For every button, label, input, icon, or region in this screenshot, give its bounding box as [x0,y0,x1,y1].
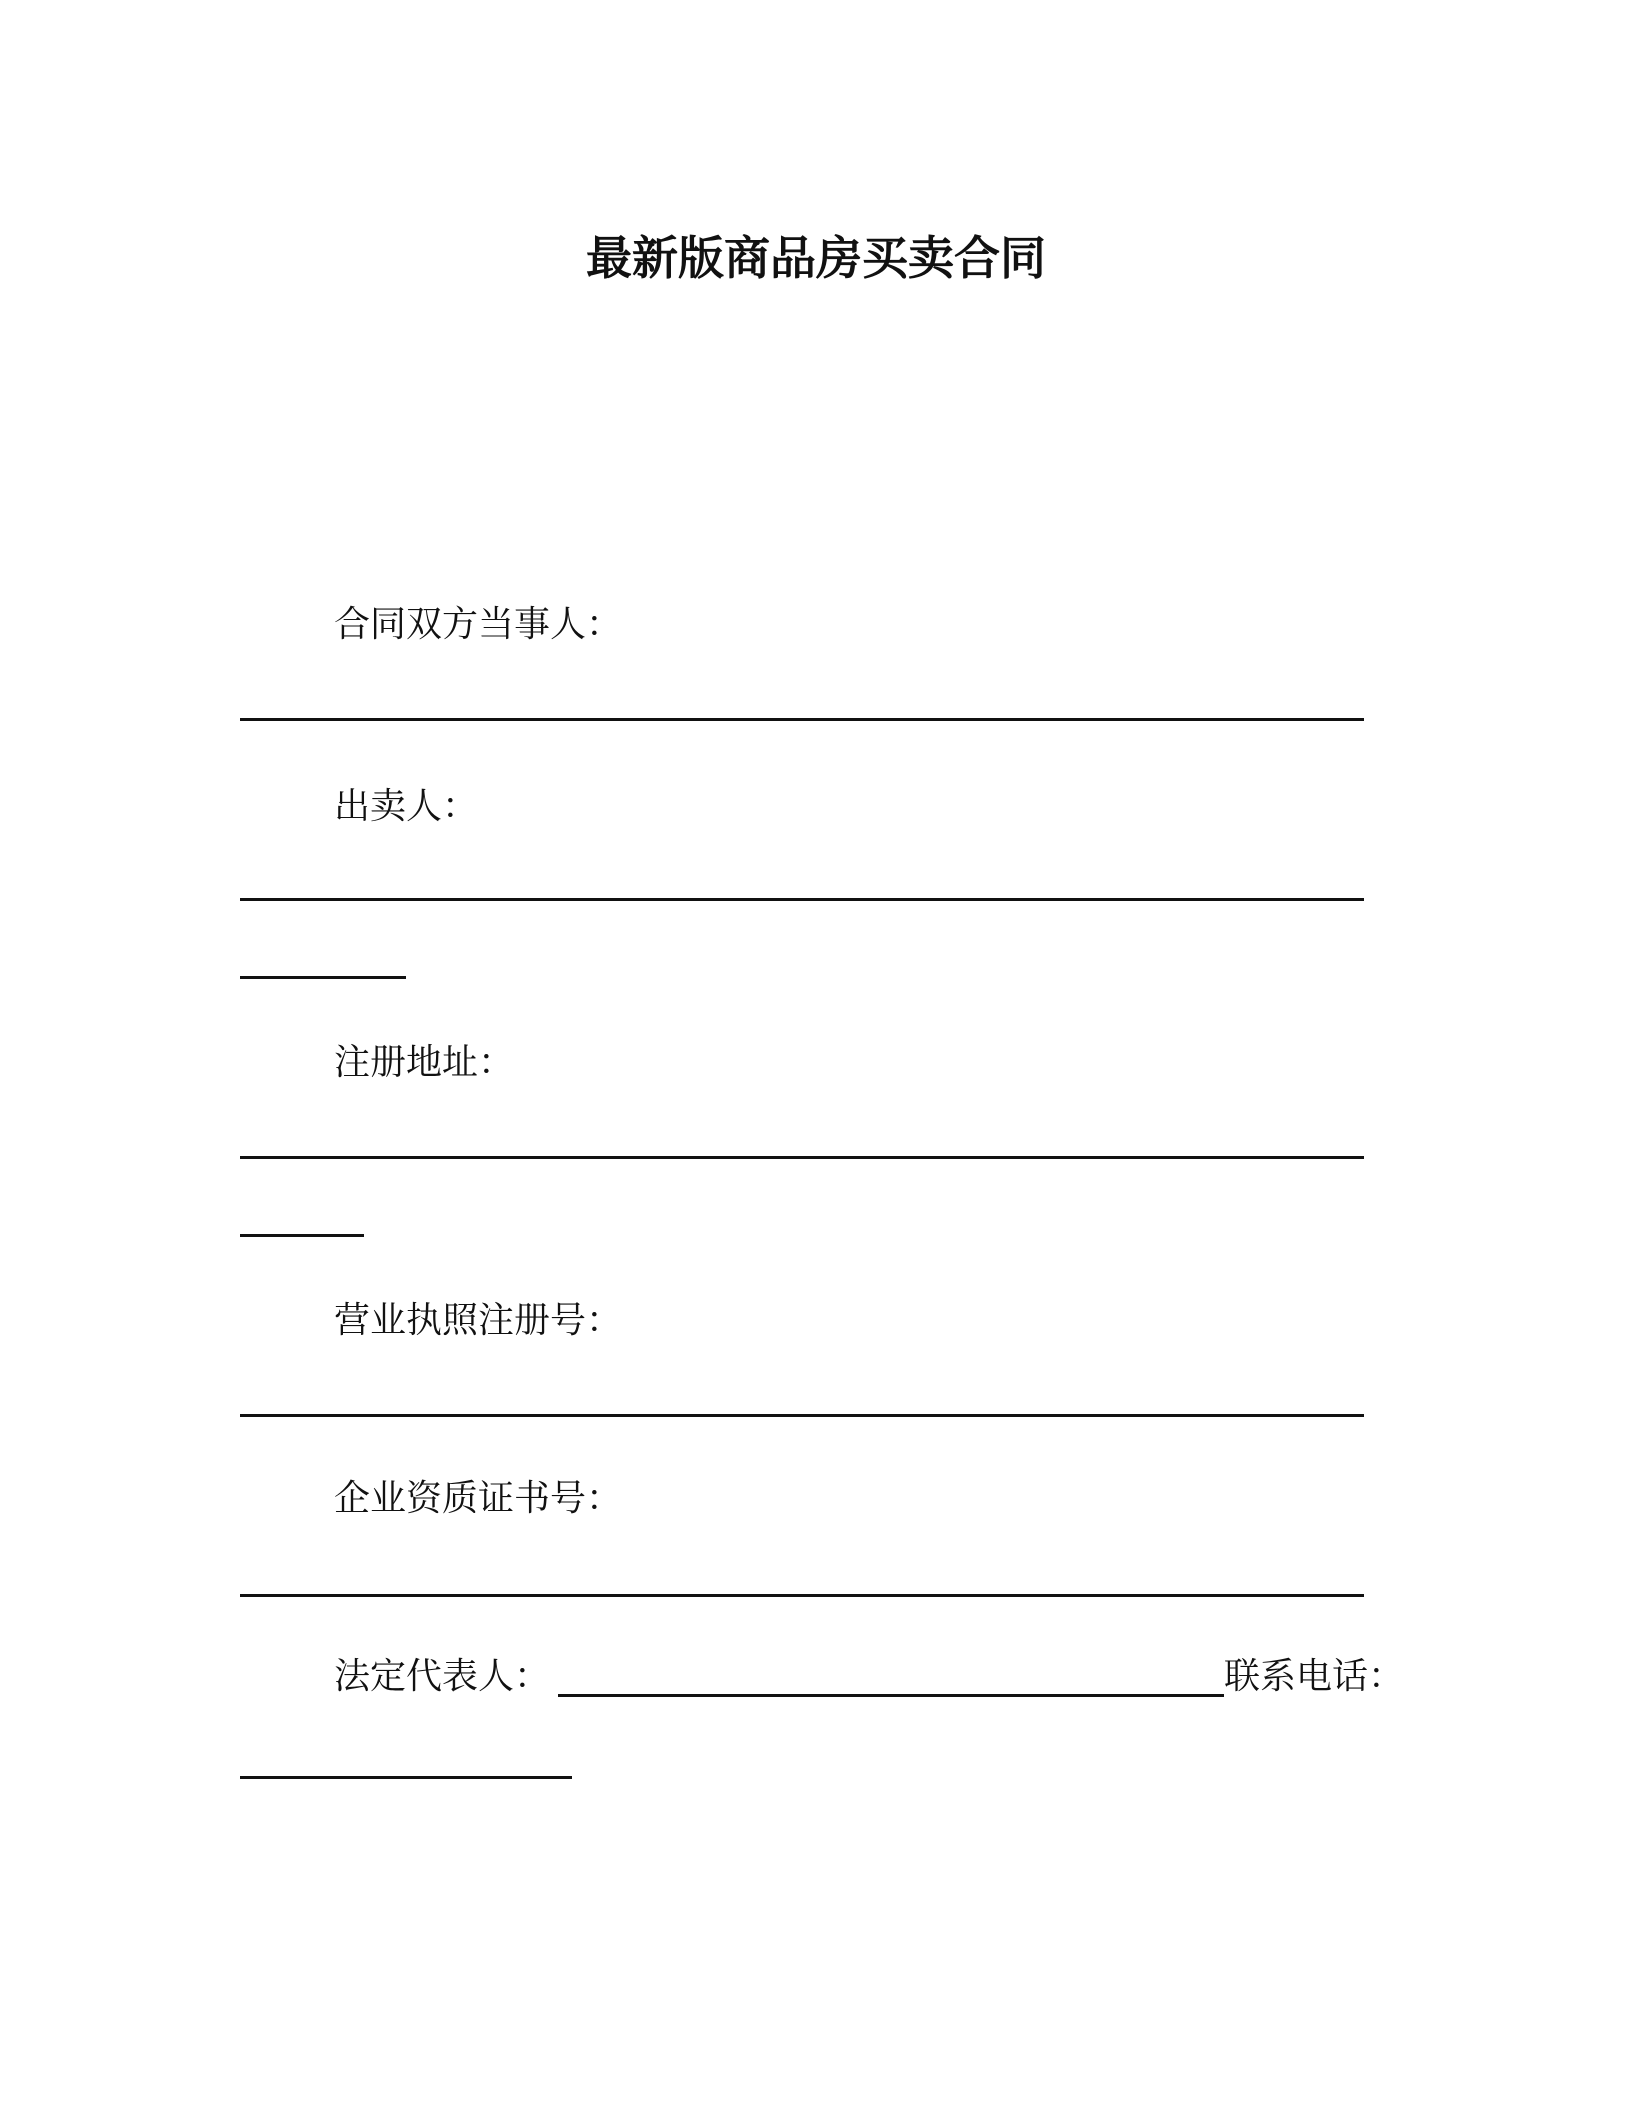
qualification-cert-label: 企业资质证书号： [334,1478,623,1519]
contact-phone-label: 联系电话： [1224,1656,1405,1697]
legal-representative-label: 法定代表人： [334,1656,551,1697]
qualification-cert-blank-line[interactable] [240,1594,1364,1597]
business-license-blank-line[interactable] [240,1414,1364,1417]
registered-address-blank-line[interactable] [240,1156,1364,1159]
document-title: 最新版商品房买卖合同 [586,231,1046,285]
parties-blank-line[interactable] [240,718,1364,721]
registered-address-blank-line-continued[interactable] [240,1234,364,1237]
registered-address-label: 注册地址： [334,1042,515,1083]
seller-label: 出卖人： [334,786,479,827]
parties-label: 合同双方当事人： [334,604,623,645]
seller-blank-line[interactable] [240,898,1364,901]
seller-blank-line-continued[interactable] [240,976,406,979]
contact-phone-blank-line[interactable] [240,1776,572,1779]
business-license-label: 营业执照注册号： [334,1300,623,1341]
legal-representative-blank-line[interactable] [558,1694,1224,1697]
